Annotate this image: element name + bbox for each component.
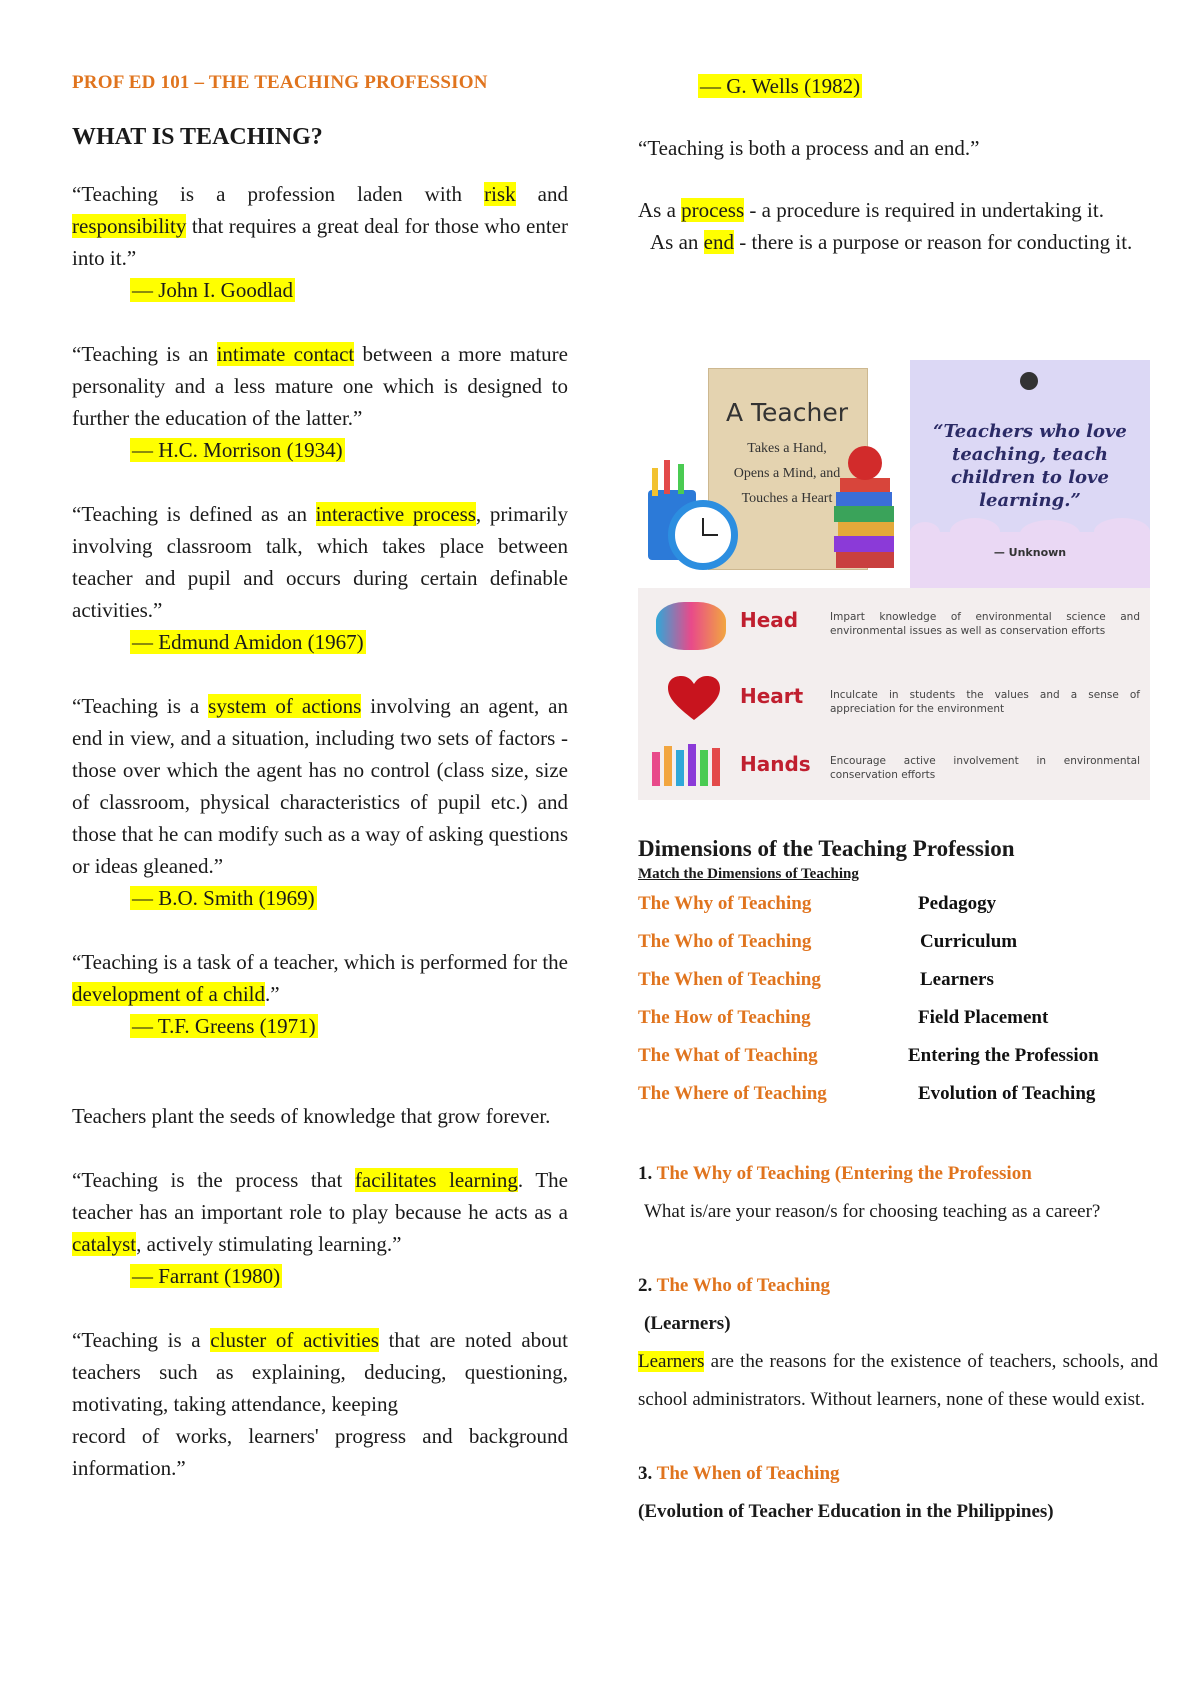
document-title: PROF ED 101 – THE TEACHING PROFESSION — [72, 72, 488, 93]
section-1-heading: 1. The Why of Teaching (Entering the Profession — [638, 1163, 1032, 1184]
poster-quote-author: — Unknown — [993, 546, 1067, 559]
end-definition: As an end - there is a purpose or reason for conducting it. — [650, 230, 1133, 254]
quote-farrant: “Teaching is the process that facilitates learning. The teacher has an important role to play because he acts as a catalyst, actively stimulating learning.” — [72, 1168, 568, 1256]
author-wells: — G. Wells (1982) — [700, 74, 861, 98]
dimensions-section — [638, 836, 1158, 1531]
book — [836, 552, 894, 568]
hands-icon — [648, 738, 730, 788]
teacher-poster — [638, 360, 910, 588]
pencil-icon — [678, 464, 684, 494]
heart-label: Heart — [740, 684, 804, 708]
wells-quote: “Teaching is both a process and an end.” — [638, 136, 980, 160]
logo-icon — [1020, 372, 1038, 390]
section-2-text: Learners are the reasons for the existence of teachers, schools, and school administrators. Without learners, none of these would exist. — [638, 1351, 1158, 1410]
match-row: The When of Teaching Learners — [638, 969, 994, 990]
hands-label: Hands — [740, 752, 811, 776]
dimensions-title: Dimensions of the Teaching Profession — [638, 836, 1015, 861]
book — [834, 536, 894, 552]
match-row: The Who of Teaching Curriculum — [638, 931, 1018, 952]
section-2-heading: 2. The Who of Teaching — [638, 1275, 831, 1296]
book — [838, 522, 894, 536]
clock-hand — [702, 534, 718, 536]
cloud — [910, 522, 940, 544]
brain-icon — [656, 602, 726, 650]
match-row: The Why of Teaching Pedagogy — [638, 893, 997, 914]
quote-goodlad: “Teaching is a profession laden with risk and responsibility that requires a great deal for those who enter into it.” — [72, 182, 568, 270]
cloud — [1094, 518, 1150, 546]
poster-lines: Takes a Hand, Opens a Mind, and Touches a Heart — [733, 441, 841, 506]
match-row: The How of Teaching Field Placement — [638, 1007, 1049, 1028]
book — [834, 506, 894, 522]
book — [840, 478, 890, 492]
cloud — [1020, 520, 1080, 548]
author-farrant: — Farrant (1980) — [132, 1264, 281, 1288]
cloud — [950, 518, 1000, 546]
head-heart-hands — [638, 588, 1150, 800]
quote-poster — [910, 360, 1150, 588]
match-row: The What of Teaching Entering the Profession — [638, 1045, 1099, 1066]
match-row: The Where of Teaching Evolution of Teaching — [638, 1083, 1096, 1104]
section-3-sub: (Evolution of Teacher Education in the Philippines) — [638, 1501, 1054, 1522]
apple-icon — [848, 446, 882, 480]
section-heading: WHAT IS TEACHING? — [72, 124, 323, 150]
heart-text: Inculcate in students the values and a sense of appreciation for the environment — [830, 689, 1140, 715]
author-morrison: — H.C. Morrison (1934) — [132, 438, 343, 462]
right-column-top — [638, 70, 1138, 258]
book — [836, 492, 892, 506]
heart-icon — [666, 674, 722, 722]
quote-cluster: “Teaching is a cluster of activities that are noted about teachers such as explaining, deducing, questioning, motivating, taking attendance, keeping — [72, 1328, 568, 1416]
poster-quote: “Teachers who love teaching, teach children to love learning.” — [933, 421, 1127, 511]
quote-amidon: “Teaching is defined as an interactive process, primarily involving classroom talk, which takes place between teacher and pupil and occurs during certain definable activities.” — [72, 502, 568, 622]
author-smith: — B.O. Smith (1969) — [132, 886, 315, 910]
hands-text: Encourage active involvement in environmental conservation efforts — [830, 755, 1140, 781]
match-table — [638, 885, 1158, 1113]
poster-title: A Teacher — [725, 398, 849, 427]
left-column — [72, 178, 568, 1484]
pencil-icon — [664, 460, 670, 494]
quote-morrison: “Teaching is an intimate contact between a more mature personality and a less mature one which is designed to further the education of the latter.” — [72, 342, 568, 430]
section-2-sub: (Learners) — [644, 1313, 731, 1334]
pencil-icon — [652, 468, 658, 496]
author-goodlad: — John I. Goodlad — [132, 278, 293, 302]
quote-cluster-cont: record of works, learners' progress and background information.” — [72, 1424, 568, 1480]
head-label: Head — [740, 608, 799, 632]
head-text: Impart knowledge of environmental science and environmental issues as well as conservation efforts — [830, 611, 1140, 637]
author-amidon: — Edmund Amidon (1967) — [132, 630, 364, 654]
process-definition: As a process - a procedure is required in undertaking it. — [638, 198, 1104, 222]
quote-smith: “Teaching is a system of actions involving an agent, an end in view, and a situation, including two sets of factors - those over which the agent has no control (class size, size of classroom, physical characteristics of pupil etc.) and those that he can modify such as a way of asking questions or ideas gleaned.” — [72, 694, 568, 878]
image-collage — [638, 360, 1150, 800]
seeds-quote: Teachers plant the seeds of knowledge that grow forever. — [72, 1104, 551, 1128]
match-title: Match the Dimensions of Teaching — [638, 866, 859, 882]
section-1-text: What is/are your reason/s for choosing teaching as a career? — [644, 1201, 1101, 1222]
quote-greens: “Teaching is a task of a teacher, which is performed for the development of a child.” — [72, 950, 568, 1006]
author-greens: — T.F. Greens (1971) — [132, 1014, 316, 1038]
section-3-heading: 3. The When of Teaching — [638, 1463, 840, 1484]
